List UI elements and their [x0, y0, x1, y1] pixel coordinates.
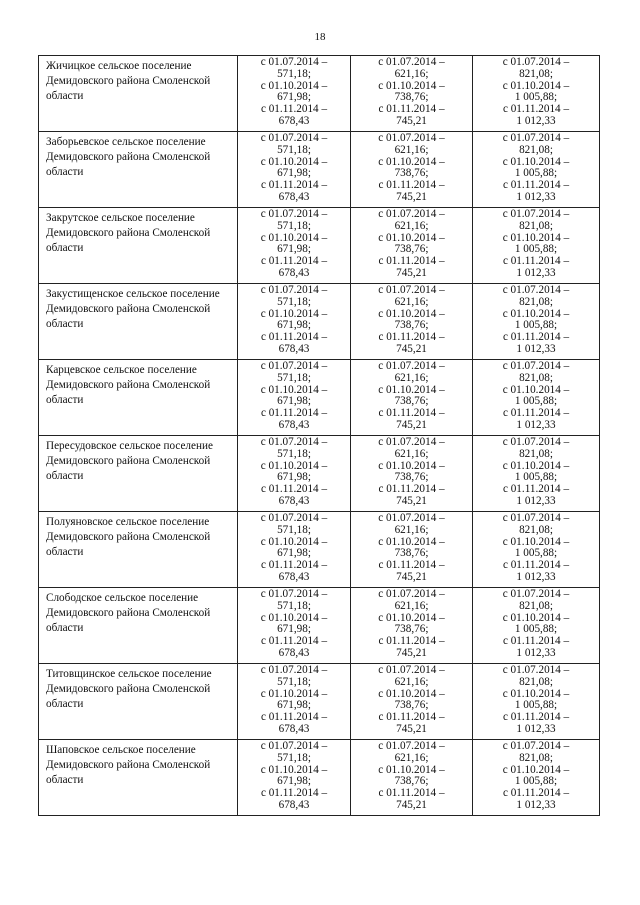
rate-line: 821,08;: [519, 67, 553, 80]
tariff-cell-c: [473, 664, 600, 740]
rate-line: с 01.11.2014 –: [260, 255, 328, 268]
rate-line: 821,08;: [519, 447, 553, 460]
rate-lines: [473, 436, 599, 508]
rate-line: 621,16;: [394, 219, 429, 232]
rate-line: 678,43: [278, 570, 310, 583]
rate-line: 678,43: [278, 190, 310, 203]
rate-line: с 01.11.2014 –: [502, 559, 570, 572]
rate-line: 745,21: [396, 646, 427, 659]
rate-line: 738,76;: [394, 319, 429, 332]
rate-line: 678,43: [278, 722, 310, 735]
rate-line: 1 012,33: [516, 266, 556, 279]
tariff-cell-a: [238, 664, 351, 740]
rate-line: 821,08;: [519, 371, 553, 384]
settlement-name: Полуяновское сельское поселение Демидовского района Смоленской области: [46, 516, 211, 558]
rate-line: 745,21: [396, 570, 427, 583]
rate-line: с 01.07.2014 –: [502, 740, 570, 752]
rate-lines: [238, 740, 350, 812]
tariff-cell-c: [473, 360, 600, 436]
rate-line: 1 005,88;: [514, 91, 558, 104]
rate-line: 621,16;: [394, 447, 429, 460]
rate-line: с 01.11.2014 –: [378, 787, 445, 800]
rate-line: 671,98;: [277, 243, 311, 256]
rate-lines: [351, 360, 472, 432]
tariff-cell-b: [351, 56, 473, 132]
tariff-cell-c: [473, 436, 600, 512]
rate-line: 678,43: [278, 266, 310, 279]
rate-line: с 01.11.2014 –: [260, 331, 328, 344]
settlement-name: Жичицкое сельское поселение Демидовского района Смоленской области: [46, 60, 211, 102]
rate-line: с 01.11.2014 –: [260, 483, 328, 496]
rate-line: 571,18;: [277, 447, 311, 460]
tariff-cell-a: [238, 284, 351, 360]
rate-line: с 01.07.2014 –: [378, 56, 445, 68]
rate-lines: [238, 208, 350, 280]
settlement-name: Заборьевское сельское поселение Демидовского района Смоленской области: [46, 136, 211, 178]
rate-lines: [238, 588, 350, 660]
rate-line: с 01.07.2014 –: [378, 284, 445, 296]
tariff-cell-a: [238, 588, 351, 664]
rate-line: с 01.07.2014 –: [260, 588, 328, 600]
rate-lines: [351, 208, 472, 280]
rate-line: 671,98;: [277, 623, 311, 636]
rate-line: с 01.10.2014 –: [260, 155, 328, 168]
table-row: [39, 436, 600, 512]
rate-line: 745,21: [396, 114, 427, 127]
rate-line: 1 012,33: [516, 646, 556, 659]
rate-line: с 01.11.2014 –: [502, 711, 570, 724]
rate-line: с 01.10.2014 –: [378, 763, 445, 776]
rate-line: 738,76;: [394, 471, 429, 484]
settlement-name: Пересудовское сельское поселение Демидовского района Смоленской области: [46, 440, 213, 482]
rate-line: 621,16;: [394, 751, 429, 764]
settlement-name: Закустищенское сельское поселение Демидовского района Смоленской области: [46, 288, 220, 330]
rate-line: 621,16;: [394, 599, 429, 612]
settlement-name-cell: [39, 664, 238, 740]
rate-line: 621,16;: [394, 371, 429, 384]
tariff-cell-c: [473, 740, 600, 816]
rate-lines: [473, 284, 599, 356]
rate-line: с 01.07.2014 –: [378, 588, 445, 600]
rate-line: с 01.10.2014 –: [378, 155, 445, 168]
rate-line: с 01.10.2014 –: [502, 307, 570, 320]
rate-line: с 01.07.2014 –: [502, 208, 570, 220]
settlement-name-cell: [39, 208, 238, 284]
rate-line: с 01.07.2014 –: [378, 436, 445, 448]
rate-lines: [351, 588, 472, 660]
rate-line: 671,98;: [277, 547, 311, 560]
rate-line: с 01.10.2014 –: [502, 231, 570, 244]
tariff-cell-b: [351, 360, 473, 436]
rate-lines: [351, 512, 472, 584]
rate-lines: [473, 132, 599, 204]
rate-line: с 01.07.2014 –: [502, 436, 570, 448]
rate-lines: [238, 284, 350, 356]
rate-line: с 01.10.2014 –: [260, 611, 328, 624]
rate-line: 671,98;: [277, 91, 311, 104]
rate-line: 821,08;: [519, 143, 553, 156]
rate-line: с 01.10.2014 –: [260, 307, 328, 320]
rate-line: 671,98;: [277, 395, 311, 408]
rate-lines: [473, 664, 599, 736]
rate-line: с 01.07.2014 –: [260, 284, 328, 296]
rate-line: с 01.10.2014 –: [260, 687, 328, 700]
rate-line: с 01.10.2014 –: [378, 383, 445, 396]
rate-line: 678,43: [278, 494, 310, 507]
rate-line: с 01.10.2014 –: [260, 459, 328, 472]
rate-line: 571,18;: [277, 599, 311, 612]
rate-line: с 01.07.2014 –: [260, 360, 328, 372]
rate-lines: [473, 740, 599, 812]
rate-line: 1 005,88;: [514, 623, 558, 636]
tariff-table: [38, 55, 600, 816]
rate-line: 738,76;: [394, 91, 429, 104]
rate-line: 571,18;: [277, 295, 311, 308]
rate-line: 738,76;: [394, 547, 429, 560]
tariff-cell-c: [473, 588, 600, 664]
table-row: [39, 740, 600, 816]
rate-line: с 01.10.2014 –: [502, 155, 570, 168]
rate-line: 1 005,88;: [514, 243, 558, 256]
rate-lines: [238, 664, 350, 736]
rate-line: 571,18;: [277, 67, 311, 80]
rate-line: 1 012,33: [516, 494, 556, 507]
rate-line: 571,18;: [277, 219, 311, 232]
rate-line: с 01.11.2014 –: [502, 483, 570, 496]
rate-line: 738,76;: [394, 623, 429, 636]
rate-line: 678,43: [278, 646, 310, 659]
rate-line: с 01.11.2014 –: [260, 711, 328, 724]
tariff-cell-a: [238, 208, 351, 284]
tariff-cell-c: [473, 208, 600, 284]
tariff-cell-a: [238, 132, 351, 208]
rate-line: 1 012,33: [516, 418, 556, 431]
rate-line: с 01.10.2014 –: [260, 79, 328, 92]
tariff-cell-b: [351, 740, 473, 816]
rate-line: 738,76;: [394, 395, 429, 408]
rate-line: 821,08;: [519, 599, 553, 612]
rate-lines: [473, 512, 599, 584]
rate-line: 738,76;: [394, 699, 429, 712]
rate-line: с 01.07.2014 –: [260, 132, 328, 144]
rate-line: 678,43: [278, 798, 310, 811]
settlement-name: Закрутское сельское поселение Демидовского района Смоленской области: [46, 212, 211, 254]
rate-line: с 01.10.2014 –: [378, 611, 445, 624]
tariff-cell-b: [351, 664, 473, 740]
rate-line: 821,08;: [519, 523, 553, 536]
rate-line: 678,43: [278, 114, 310, 127]
rate-line: с 01.07.2014 –: [502, 132, 570, 144]
rate-lines: [351, 664, 472, 736]
rate-lines: [238, 512, 350, 584]
tariff-cell-a: [238, 740, 351, 816]
rate-line: 1 005,88;: [514, 471, 558, 484]
rate-line: с 01.07.2014 –: [378, 512, 445, 524]
rate-line: с 01.10.2014 –: [378, 459, 445, 472]
page-number: 18: [314, 31, 326, 43]
settlement-name-cell: [39, 740, 238, 816]
settlement-name: Карцевское сельское поселение Демидовского района Смоленской области: [46, 364, 211, 406]
rate-line: 671,98;: [277, 471, 311, 484]
rate-line: с 01.10.2014 –: [378, 687, 445, 700]
rate-line: с 01.07.2014 –: [260, 664, 328, 676]
table-row: [39, 588, 600, 664]
rate-line: 1 012,33: [516, 190, 556, 203]
rate-lines: [351, 132, 472, 204]
rate-lines: [238, 56, 350, 128]
rate-lines: [351, 740, 472, 812]
table-row: [39, 132, 600, 208]
rate-line: 621,16;: [394, 523, 429, 536]
rate-line: с 01.07.2014 –: [260, 436, 328, 448]
rate-line: с 01.07.2014 –: [378, 208, 445, 220]
rate-line: 745,21: [396, 418, 427, 431]
rate-line: 738,76;: [394, 243, 429, 256]
rate-line: с 01.10.2014 –: [502, 535, 570, 548]
rate-line: 1 012,33: [516, 722, 556, 735]
rate-line: с 01.07.2014 –: [378, 360, 445, 372]
rate-line: с 01.07.2014 –: [378, 740, 445, 752]
rate-line: с 01.11.2014 –: [260, 635, 328, 648]
rate-line: с 01.11.2014 –: [502, 331, 570, 344]
rate-line: с 01.10.2014 –: [378, 231, 445, 244]
rate-line: 1 005,88;: [514, 775, 558, 788]
rate-lines: [351, 284, 472, 356]
settlement-name: Слободское сельское поселение Демидовского района Смоленской области: [46, 592, 211, 634]
tariff-table-body: [39, 56, 600, 816]
settlement-name-cell: [39, 512, 238, 588]
rate-lines: [238, 360, 350, 432]
rate-line: 1 005,88;: [514, 699, 558, 712]
rate-lines: [473, 360, 599, 432]
rate-lines: [473, 208, 599, 280]
rate-line: 671,98;: [277, 699, 311, 712]
rate-line: 745,21: [396, 342, 427, 355]
tariff-cell-c: [473, 284, 600, 360]
rate-line: с 01.10.2014 –: [378, 307, 445, 320]
rate-line: 745,21: [396, 722, 427, 735]
rate-line: с 01.10.2014 –: [502, 611, 570, 624]
rate-lines: [351, 436, 472, 508]
rate-line: с 01.11.2014 –: [502, 179, 570, 192]
settlement-name: Шаповское сельское поселение Демидовского района Смоленской области: [46, 744, 211, 786]
rate-line: 821,08;: [519, 675, 553, 688]
rate-line: с 01.10.2014 –: [378, 535, 445, 548]
rate-line: 671,98;: [277, 167, 311, 180]
rate-line: 821,08;: [519, 295, 553, 308]
rate-line: с 01.07.2014 –: [502, 360, 570, 372]
rate-line: 571,18;: [277, 751, 311, 764]
rate-line: с 01.07.2014 –: [502, 664, 570, 676]
settlement-name-cell: [39, 588, 238, 664]
rate-lines: [473, 588, 599, 660]
rate-line: 821,08;: [519, 751, 553, 764]
rate-line: с 01.10.2014 –: [502, 459, 570, 472]
rate-line: 738,76;: [394, 167, 429, 180]
settlement-name-cell: [39, 436, 238, 512]
rate-line: 738,76;: [394, 775, 429, 788]
rate-line: с 01.11.2014 –: [502, 407, 570, 420]
rate-line: 1 005,88;: [514, 395, 558, 408]
table-row: [39, 360, 600, 436]
rate-line: 671,98;: [277, 775, 311, 788]
table-row: [39, 284, 600, 360]
rate-line: 745,21: [396, 798, 427, 811]
rate-line: с 01.07.2014 –: [378, 132, 445, 144]
rate-line: с 01.10.2014 –: [260, 763, 328, 776]
table-row: [39, 56, 600, 132]
rate-line: с 01.11.2014 –: [378, 635, 445, 648]
rate-lines: [238, 132, 350, 204]
rate-line: с 01.07.2014 –: [260, 512, 328, 524]
rate-line: с 01.11.2014 –: [378, 255, 445, 268]
rate-line: с 01.07.2014 –: [502, 512, 570, 524]
table-row: [39, 208, 600, 284]
rate-line: с 01.10.2014 –: [260, 231, 328, 244]
rate-line: 571,18;: [277, 523, 311, 536]
rate-line: с 01.11.2014 –: [502, 103, 570, 116]
rate-line: 571,18;: [277, 371, 311, 384]
settlement-name-cell: [39, 56, 238, 132]
rate-line: с 01.07.2014 –: [502, 56, 570, 68]
tariff-cell-b: [351, 284, 473, 360]
rate-line: 1 005,88;: [514, 547, 558, 560]
rate-line: с 01.11.2014 –: [260, 559, 328, 572]
rate-line: с 01.10.2014 –: [378, 79, 445, 92]
tariff-cell-c: [473, 56, 600, 132]
rate-line: с 01.11.2014 –: [502, 635, 570, 648]
rate-line: с 01.11.2014 –: [260, 787, 328, 800]
rate-line: с 01.11.2014 –: [378, 483, 445, 496]
rate-line: с 01.10.2014 –: [502, 79, 570, 92]
rate-line: 621,16;: [394, 67, 429, 80]
tariff-cell-a: [238, 360, 351, 436]
rate-line: с 01.10.2014 –: [502, 763, 570, 776]
rate-line: с 01.10.2014 –: [502, 383, 570, 396]
rate-line: 745,21: [396, 494, 427, 507]
rate-line: 621,16;: [394, 295, 429, 308]
tariff-cell-a: [238, 436, 351, 512]
rate-line: 678,43: [278, 418, 310, 431]
table-row: [39, 664, 600, 740]
rate-line: 821,08;: [519, 219, 553, 232]
rate-line: 1 005,88;: [514, 319, 558, 332]
rate-line: с 01.07.2014 –: [502, 588, 570, 600]
rate-line: 1 012,33: [516, 570, 556, 583]
rate-line: с 01.10.2014 –: [260, 535, 328, 548]
rate-lines: [351, 56, 472, 128]
tariff-cell-b: [351, 588, 473, 664]
settlement-name: Титовщинское сельское поселение Демидовского района Смоленской области: [46, 668, 212, 710]
settlement-name-cell: [39, 360, 238, 436]
rate-line: 1 005,88;: [514, 167, 558, 180]
rate-line: с 01.11.2014 –: [378, 559, 445, 572]
tariff-cell-b: [351, 132, 473, 208]
rate-line: с 01.11.2014 –: [378, 179, 445, 192]
rate-line: 1 012,33: [516, 798, 556, 811]
rate-line: с 01.07.2014 –: [502, 284, 570, 296]
rate-lines: [473, 56, 599, 128]
rate-line: с 01.11.2014 –: [502, 787, 570, 800]
rate-line: с 01.11.2014 –: [378, 407, 445, 420]
settlement-name-cell: [39, 284, 238, 360]
rate-line: с 01.11.2014 –: [260, 407, 328, 420]
rate-line: с 01.11.2014 –: [378, 711, 445, 724]
rate-lines: [238, 436, 350, 508]
rate-line: с 01.07.2014 –: [260, 740, 328, 752]
rate-line: с 01.10.2014 –: [260, 383, 328, 396]
rate-line: с 01.07.2014 –: [260, 208, 328, 220]
tariff-cell-b: [351, 436, 473, 512]
tariff-cell-c: [473, 132, 600, 208]
rate-line: 745,21: [396, 266, 427, 279]
settlement-name-cell: [39, 132, 238, 208]
rate-line: 745,21: [396, 190, 427, 203]
rate-line: с 01.11.2014 –: [260, 103, 328, 116]
rate-line: 621,16;: [394, 675, 429, 688]
rate-line: 571,18;: [277, 675, 311, 688]
rate-line: с 01.10.2014 –: [502, 687, 570, 700]
rate-line: с 01.11.2014 –: [260, 179, 328, 192]
rate-line: 621,16;: [394, 143, 429, 156]
rate-line: 671,98;: [277, 319, 311, 332]
rate-line: с 01.11.2014 –: [378, 103, 445, 116]
tariff-cell-a: [238, 56, 351, 132]
tariff-cell-b: [351, 512, 473, 588]
rate-line: 678,43: [278, 342, 310, 355]
rate-line: с 01.07.2014 –: [378, 664, 445, 676]
table-row: [39, 512, 600, 588]
rate-line: с 01.11.2014 –: [502, 255, 570, 268]
rate-line: с 01.11.2014 –: [378, 331, 445, 344]
rate-line: с 01.07.2014 –: [260, 56, 328, 68]
tariff-cell-a: [238, 512, 351, 588]
rate-line: 1 012,33: [516, 342, 556, 355]
tariff-cell-c: [473, 512, 600, 588]
tariff-cell-b: [351, 208, 473, 284]
rate-line: 1 012,33: [516, 114, 556, 127]
rate-line: 571,18;: [277, 143, 311, 156]
